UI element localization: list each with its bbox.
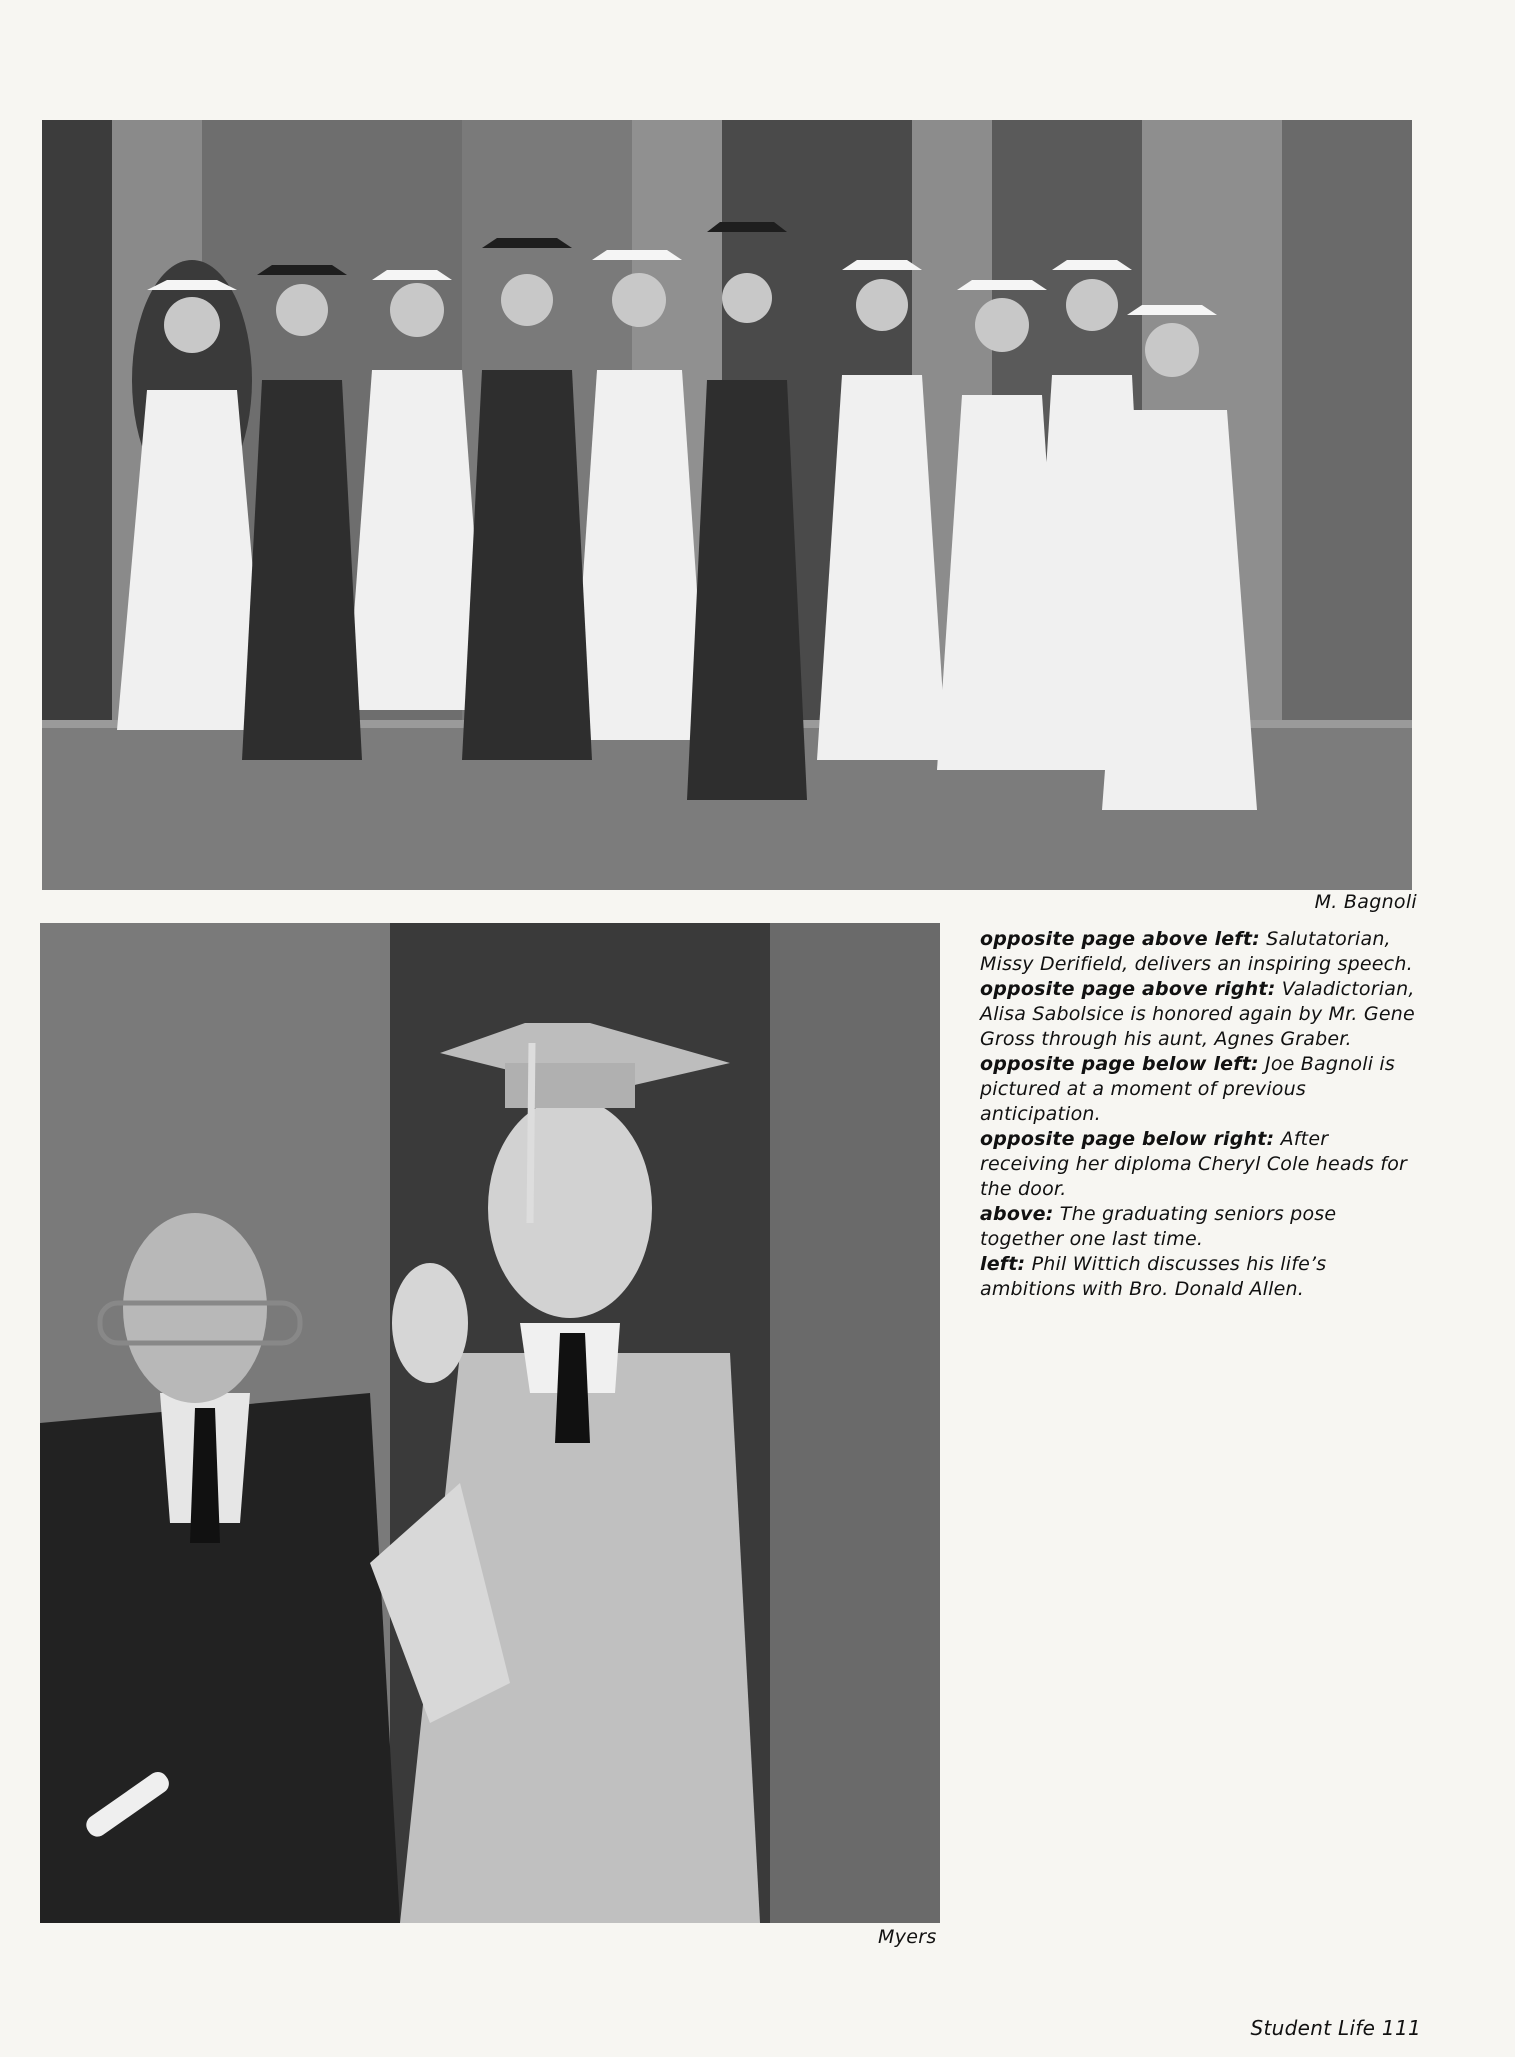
page-footer <box>1251 2016 1421 2040</box>
caption-left <box>980 1252 1420 1302</box>
caption-opposite-below-right <box>980 1127 1420 1202</box>
top-photo-credit: M. Bagnoli <box>1314 891 1417 913</box>
bottom-photo-credit: Myers <box>878 1926 937 1948</box>
photo-captions <box>980 927 1420 1302</box>
page-number: 111 <box>1381 2016 1421 2040</box>
graduate-conversation-photo-image <box>40 923 940 1923</box>
caption-text: Valadictorian, Alisa Sabolsice is honored again by Mr. Gene Gross through his aunt, Agnes Graber. <box>980 978 1415 1050</box>
footer-section: Student Life <box>1250 2016 1376 2040</box>
caption-lead: opposite page below right: <box>980 1128 1275 1150</box>
caption-text: Phil Wittich discusses his life’s ambitions with Bro. Donald Allen. <box>980 1253 1327 1300</box>
caption-lead: opposite page above left: <box>980 928 1260 950</box>
caption-text: After receiving her diploma Cheryl Cole heads for the door. <box>980 1128 1408 1200</box>
caption-lead: left: <box>980 1253 1026 1275</box>
caption-lead: opposite page above right: <box>980 978 1276 1000</box>
caption-lead: opposite page below left: <box>980 1053 1259 1075</box>
graduate-conversation-photo <box>40 923 940 1923</box>
caption-text: The graduating seniors pose together one last time. <box>980 1203 1337 1250</box>
caption-lead: above: <box>980 1203 1054 1225</box>
caption-text: Joe Bagnoli is pictured at a moment of previous anticipation. <box>980 1053 1395 1125</box>
graduates-group-photo-image <box>42 120 1412 890</box>
caption-opposite-below-left <box>980 1052 1420 1127</box>
caption-opposite-above-right <box>980 977 1420 1052</box>
graduates-group-photo <box>42 120 1412 890</box>
caption-opposite-above-left <box>980 927 1420 977</box>
caption-text: Salutatorian, Missy Derifield, delivers an inspiring speech. <box>980 928 1413 975</box>
caption-above <box>980 1202 1420 1252</box>
